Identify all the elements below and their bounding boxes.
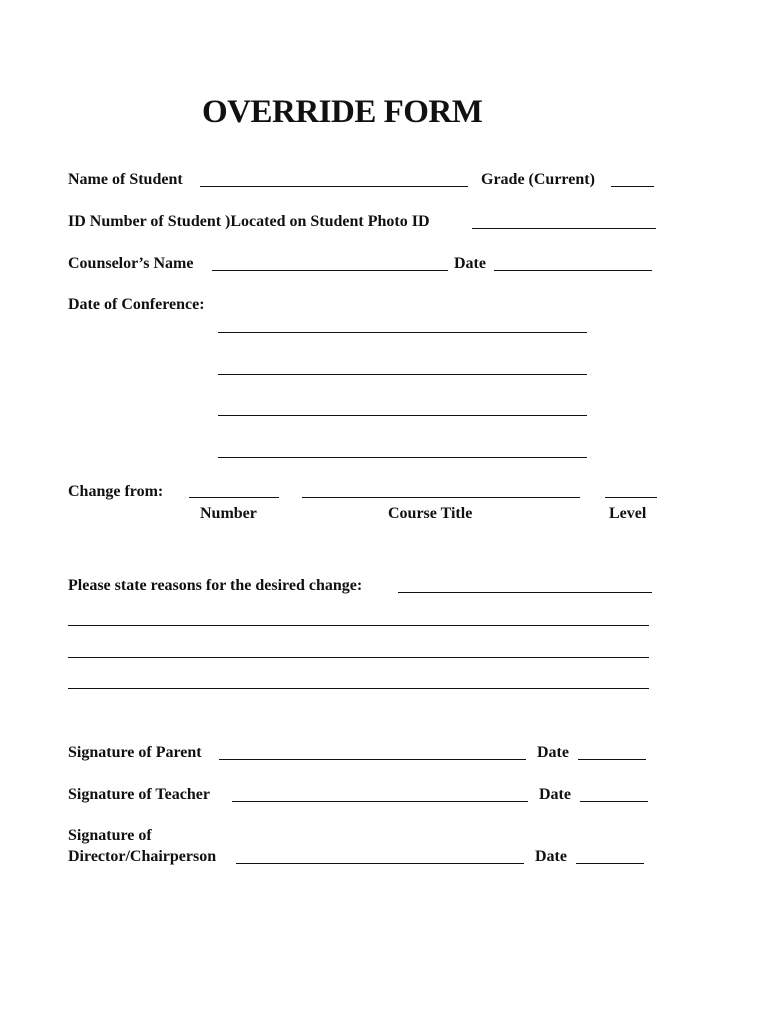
- id-number-field[interactable]: [472, 228, 656, 229]
- reasons-label: Please state reasons for the desired change:: [68, 577, 363, 594]
- conference-line-2[interactable]: [218, 374, 587, 375]
- counselor-name-field[interactable]: [212, 270, 448, 271]
- date-director-label: Date: [535, 848, 567, 865]
- counselor-date-label: Date: [454, 255, 486, 272]
- date-teacher-field[interactable]: [580, 801, 648, 802]
- signature-director-label-line2: Director/Chairperson: [68, 848, 217, 865]
- name-of-student-label: Name of Student: [68, 171, 183, 188]
- level-caption: Level: [609, 505, 647, 522]
- grade-field[interactable]: [611, 186, 654, 187]
- conference-line-1[interactable]: [218, 332, 587, 333]
- reasons-line-2[interactable]: [68, 657, 649, 658]
- date-parent-label: Date: [537, 744, 569, 761]
- signature-teacher-field[interactable]: [232, 801, 528, 802]
- signature-teacher-label: Signature of Teacher: [68, 786, 210, 803]
- course-title-caption: Course Title: [388, 505, 473, 522]
- signature-director-field[interactable]: [236, 863, 524, 864]
- date-teacher-label: Date: [539, 786, 571, 803]
- reasons-field-first[interactable]: [398, 592, 652, 593]
- grade-label: Grade (Current): [481, 171, 595, 188]
- signature-parent-label: Signature of Parent: [68, 744, 202, 761]
- change-from-label: Change from:: [68, 483, 164, 500]
- number-caption: Number: [200, 505, 257, 522]
- signature-director-label-line1: Signature of: [68, 827, 152, 844]
- reasons-line-1[interactable]: [68, 625, 649, 626]
- date-of-conference-label: Date of Conference:: [68, 296, 205, 313]
- change-course-title-field[interactable]: [302, 497, 580, 498]
- counselor-name-label: Counselor’s Name: [68, 255, 194, 272]
- change-number-field[interactable]: [189, 497, 279, 498]
- page-title: OVERRIDE FORM: [202, 94, 483, 130]
- change-level-field[interactable]: [605, 497, 657, 498]
- id-number-label: ID Number of Student )Located on Student Photo ID: [68, 213, 430, 230]
- signature-parent-field[interactable]: [219, 759, 526, 760]
- conference-line-4[interactable]: [218, 457, 587, 458]
- date-director-field[interactable]: [576, 863, 644, 864]
- conference-line-3[interactable]: [218, 415, 587, 416]
- name-of-student-field[interactable]: [200, 186, 468, 187]
- reasons-line-3[interactable]: [68, 688, 649, 689]
- counselor-date-field[interactable]: [494, 270, 652, 271]
- date-parent-field[interactable]: [578, 759, 646, 760]
